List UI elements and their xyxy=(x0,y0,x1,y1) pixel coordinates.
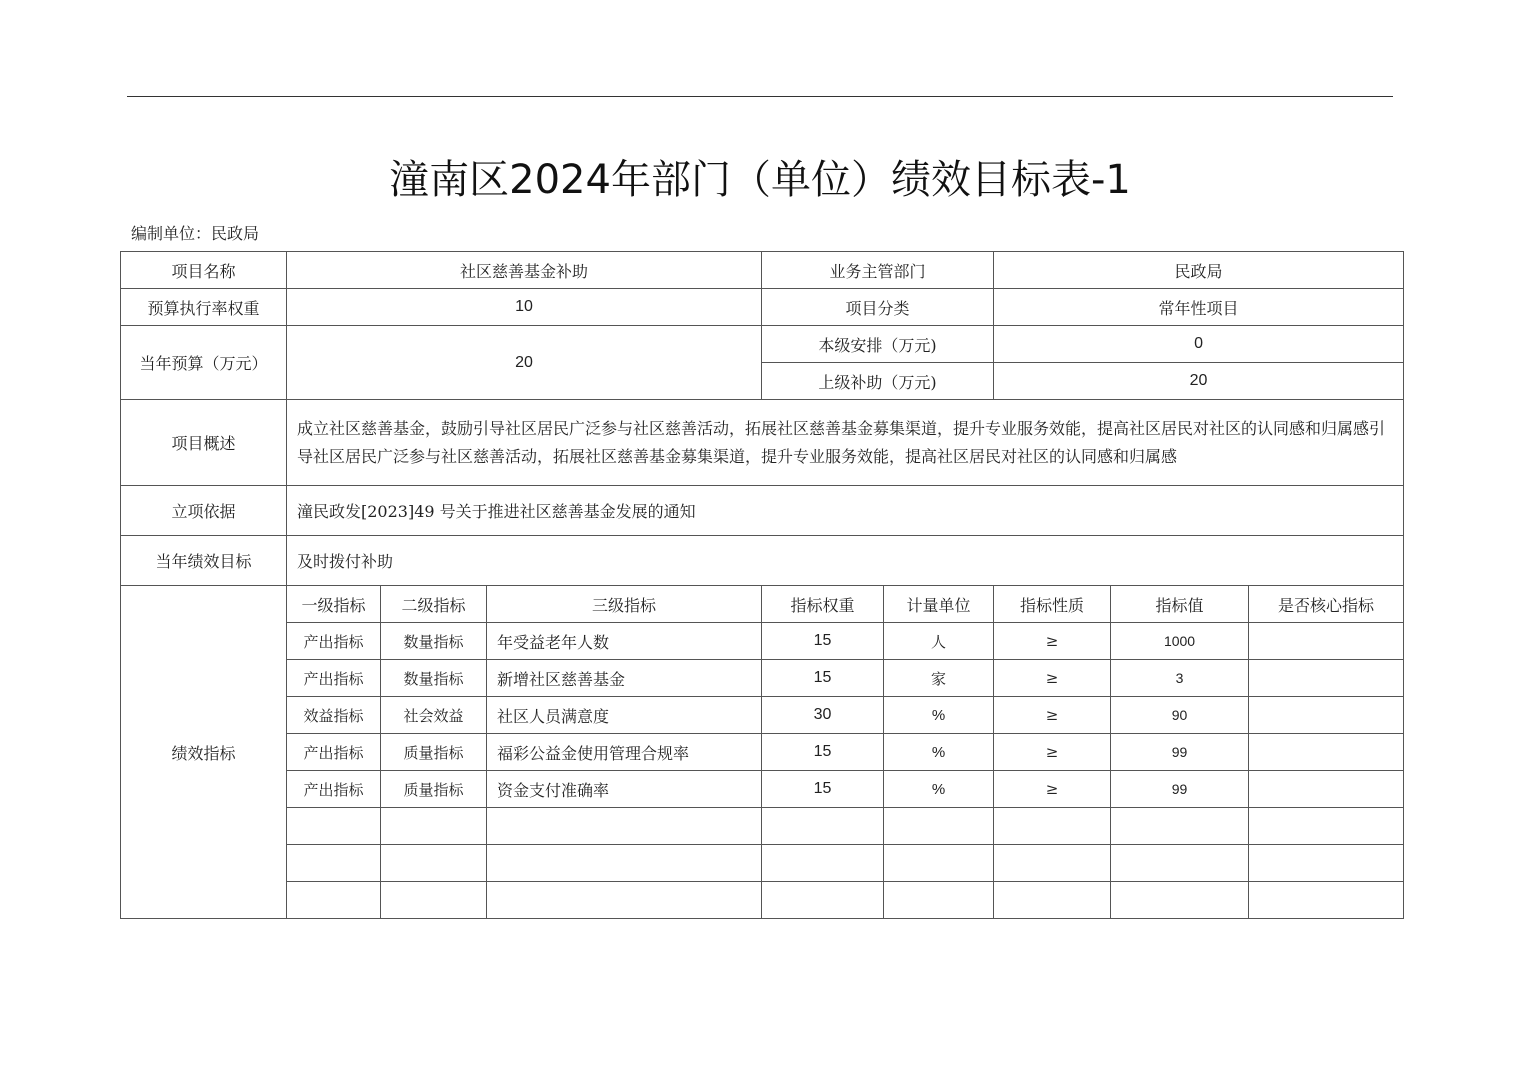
level3-cell: 福彩公益金使用管理合规率 xyxy=(487,734,762,771)
nature-cell xyxy=(994,882,1111,919)
level3-cell xyxy=(487,882,762,919)
unit-cell xyxy=(884,808,994,845)
level1-cell: 产出指标 xyxy=(287,734,381,771)
nature-cell: ≥ xyxy=(994,697,1111,734)
nature-cell: ≥ xyxy=(994,734,1111,771)
value-cell xyxy=(1111,808,1249,845)
annual-budget-value: 20 xyxy=(287,326,762,400)
level1-cell: 效益指标 xyxy=(287,697,381,734)
header-unit: 计量单位 xyxy=(884,586,994,623)
level2-cell: 数量指标 xyxy=(381,623,487,660)
value-cell: 99 xyxy=(1111,734,1249,771)
unit-cell: % xyxy=(884,734,994,771)
weight-cell xyxy=(762,808,884,845)
project-category-value: 常年性项目 xyxy=(994,289,1404,326)
level1-cell xyxy=(287,845,381,882)
project-name-row xyxy=(121,252,1404,289)
supervising-dept-label: 业务主管部门 xyxy=(762,252,994,289)
weight-cell xyxy=(762,845,884,882)
level3-cell: 年受益老年人数 xyxy=(487,623,762,660)
level1-cell: 产出指标 xyxy=(287,660,381,697)
level3-cell: 资金支付准确率 xyxy=(487,771,762,808)
overview-text: 成立社区慈善基金，鼓励引导社区居民广泛参与社区慈善活动，拓展社区慈善基金募集渠道，提升专业服务效能，提高社区居民对社区的认同感和归属感引导社区居民广泛参与社区慈善活动，拓展社区慈善基金募集渠道，提升专业服务效能，提高社区居民对社区的认同感和归属感 xyxy=(287,400,1404,486)
annual-goal-row xyxy=(121,536,1404,586)
overview-label: 项目概述 xyxy=(121,400,287,486)
unit-cell: 家 xyxy=(884,660,994,697)
core-cell xyxy=(1249,660,1404,697)
value-cell: 1000 xyxy=(1111,623,1249,660)
level2-cell: 质量指标 xyxy=(381,771,487,808)
annual-goal-label: 当年绩效目标 xyxy=(121,536,287,586)
weight-cell: 15 xyxy=(762,623,884,660)
project-category-label: 项目分类 xyxy=(762,289,994,326)
indicator-row-empty xyxy=(121,845,1404,882)
nature-cell: ≥ xyxy=(994,623,1111,660)
budget-row-1 xyxy=(121,326,1404,363)
level3-cell xyxy=(487,845,762,882)
indicator-row xyxy=(121,660,1404,697)
level3-cell: 新增社区慈善基金 xyxy=(487,660,762,697)
header-rule xyxy=(127,96,1393,97)
core-cell xyxy=(1249,771,1404,808)
level2-cell xyxy=(381,845,487,882)
unit-cell xyxy=(884,845,994,882)
indicators-label: 绩效指标 xyxy=(121,586,287,919)
value-cell: 90 xyxy=(1111,697,1249,734)
performance-target-table xyxy=(120,251,1404,919)
value-cell: 99 xyxy=(1111,771,1249,808)
core-cell xyxy=(1249,697,1404,734)
header-level2: 二级指标 xyxy=(381,586,487,623)
indicator-row-empty xyxy=(121,808,1404,845)
header-level1: 一级指标 xyxy=(287,586,381,623)
core-cell xyxy=(1249,882,1404,919)
weight-cell: 15 xyxy=(762,734,884,771)
annual-goal-text: 及时拨付补助 xyxy=(287,536,1404,586)
level2-cell: 质量指标 xyxy=(381,734,487,771)
basis-label: 立项依据 xyxy=(121,486,287,536)
unit-cell: % xyxy=(884,771,994,808)
higher-subsidy-value: 20 xyxy=(994,363,1404,400)
exec-weight-label: 预算执行率权重 xyxy=(121,289,287,326)
project-name-label: 项目名称 xyxy=(121,252,287,289)
value-cell xyxy=(1111,845,1249,882)
preparing-unit: 编制单位：民政局 xyxy=(131,224,260,243)
core-cell xyxy=(1249,808,1404,845)
basis-row xyxy=(121,486,1404,536)
header-level3: 三级指标 xyxy=(487,586,762,623)
header-weight: 指标权重 xyxy=(762,586,884,623)
higher-subsidy-label: 上级补助（万元) xyxy=(762,363,994,400)
indicator-row xyxy=(121,697,1404,734)
value-cell xyxy=(1111,882,1249,919)
indicator-row xyxy=(121,771,1404,808)
header-nature: 指标性质 xyxy=(994,586,1111,623)
level2-cell: 社会效益 xyxy=(381,697,487,734)
level2-cell xyxy=(381,882,487,919)
overview-row xyxy=(121,400,1404,486)
nature-cell: ≥ xyxy=(994,771,1111,808)
local-arrangement-label: 本级安排（万元) xyxy=(762,326,994,363)
weight-cell: 30 xyxy=(762,697,884,734)
indicator-row xyxy=(121,623,1404,660)
unit-cell: 人 xyxy=(884,623,994,660)
value-cell: 3 xyxy=(1111,660,1249,697)
basis-text: 潼民政发[2023]49 号关于推进社区慈善基金发展的通知 xyxy=(287,486,1404,536)
local-arrangement-value: 0 xyxy=(994,326,1404,363)
level1-cell: 产出指标 xyxy=(287,623,381,660)
supervising-dept-value: 民政局 xyxy=(994,252,1404,289)
level1-cell: 产出指标 xyxy=(287,771,381,808)
header-value: 指标值 xyxy=(1111,586,1249,623)
unit-cell xyxy=(884,882,994,919)
level1-cell xyxy=(287,882,381,919)
nature-cell xyxy=(994,845,1111,882)
indicator-row-empty xyxy=(121,882,1404,919)
level3-cell xyxy=(487,808,762,845)
nature-cell xyxy=(994,808,1111,845)
nature-cell: ≥ xyxy=(994,660,1111,697)
document-title: 潼南区2024年部门（单位）绩效目标表-1 xyxy=(389,157,1131,203)
annual-budget-label: 当年预算（万元） xyxy=(121,326,287,400)
exec-weight-row xyxy=(121,289,1404,326)
header-core: 是否核心指标 xyxy=(1249,586,1404,623)
weight-cell: 15 xyxy=(762,771,884,808)
indicator-row xyxy=(121,734,1404,771)
core-cell xyxy=(1249,623,1404,660)
core-cell xyxy=(1249,845,1404,882)
level2-cell xyxy=(381,808,487,845)
weight-cell xyxy=(762,882,884,919)
indicator-header-row xyxy=(121,586,1404,623)
exec-weight-value: 10 xyxy=(287,289,762,326)
level3-cell: 社区人员满意度 xyxy=(487,697,762,734)
weight-cell: 15 xyxy=(762,660,884,697)
project-name-value: 社区慈善基金补助 xyxy=(287,252,762,289)
level2-cell: 数量指标 xyxy=(381,660,487,697)
level1-cell xyxy=(287,808,381,845)
core-cell xyxy=(1249,734,1404,771)
unit-cell: % xyxy=(884,697,994,734)
